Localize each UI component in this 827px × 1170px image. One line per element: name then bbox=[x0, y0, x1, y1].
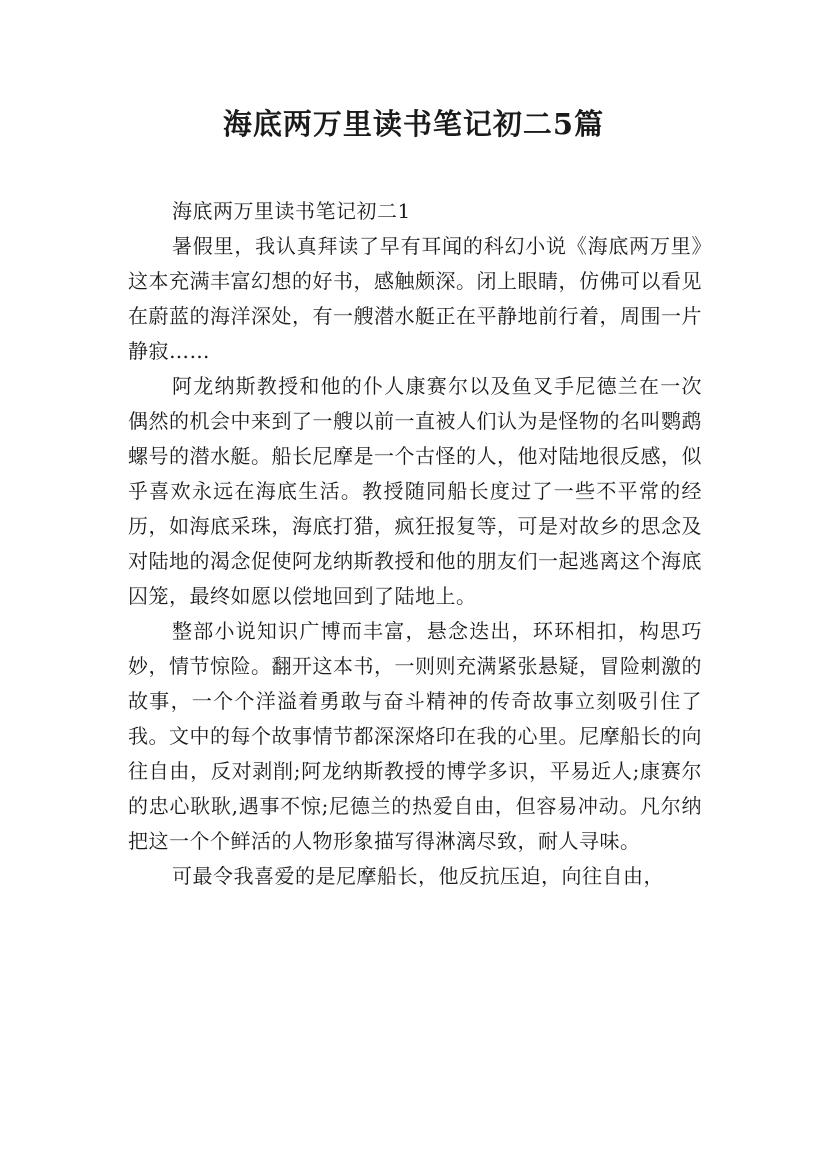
document-title: 海底两万里读书笔记初二5篇 bbox=[222, 107, 605, 141]
paragraph-2: 阿龙纳斯教授和他的仆人康赛尔以及鱼叉手尼德兰在一次偶然的机会中来到了一艘以前一直被人们认为是怪物的名叫鹦鹉螺号的潜水艇。船长尼摩是一个古怪的人，他对陆地很反感，似乎喜欢永远在海底生活。教授随同船长度过了一些不平常的经历，如海底采珠，海底打猎，疯狂报复等，可是对故乡的思念及对陆地的渴念促使阿龙纳斯教授和他的朋友们一起逃离这个海底囚笼，最终如愿以偿地回到了陆地上。 bbox=[128, 374, 702, 608]
section-subtitle: 海底两万里读书笔记初二1 bbox=[172, 199, 411, 223]
paragraph-3: 整部小说知识广博而丰富，悬念迭出，环环相扣，构思巧妙，情节惊险。翻开这本书，一则则充满紧张悬疑，冒险刺激的故事，一个个洋溢着勇敢与奋斗精神的传奇故事立刻吸引住了我。文中的每个故事情节都深深烙印在我的心里。尼摩船长的向往自由，反对剥削;阿龙纳斯教授的博学多识，平易近人;康赛尔的忠心耿耿,遇事不惊;尼德兰的热爱自由，但容易冲动。凡尔纳把这一个个鲜活的人物形象描写得淋漓尽致，耐人寻味。 bbox=[128, 619, 702, 853]
paragraph-1: 暑假里，我认真拜读了早有耳闻的科幻小说《海底两万里》这本充满丰富幻想的好书，感触颇深。闭上眼睛，仿佛可以看见在蔚蓝的海洋深处，有一艘潜水艇正在平静地前行着，周围一片静寂…… bbox=[128, 234, 702, 363]
document-body bbox=[128, 194, 702, 894]
paragraph-4: 可最令我喜爱的是尼摩船长，他反抗压迫，向往自由， bbox=[172, 864, 664, 888]
